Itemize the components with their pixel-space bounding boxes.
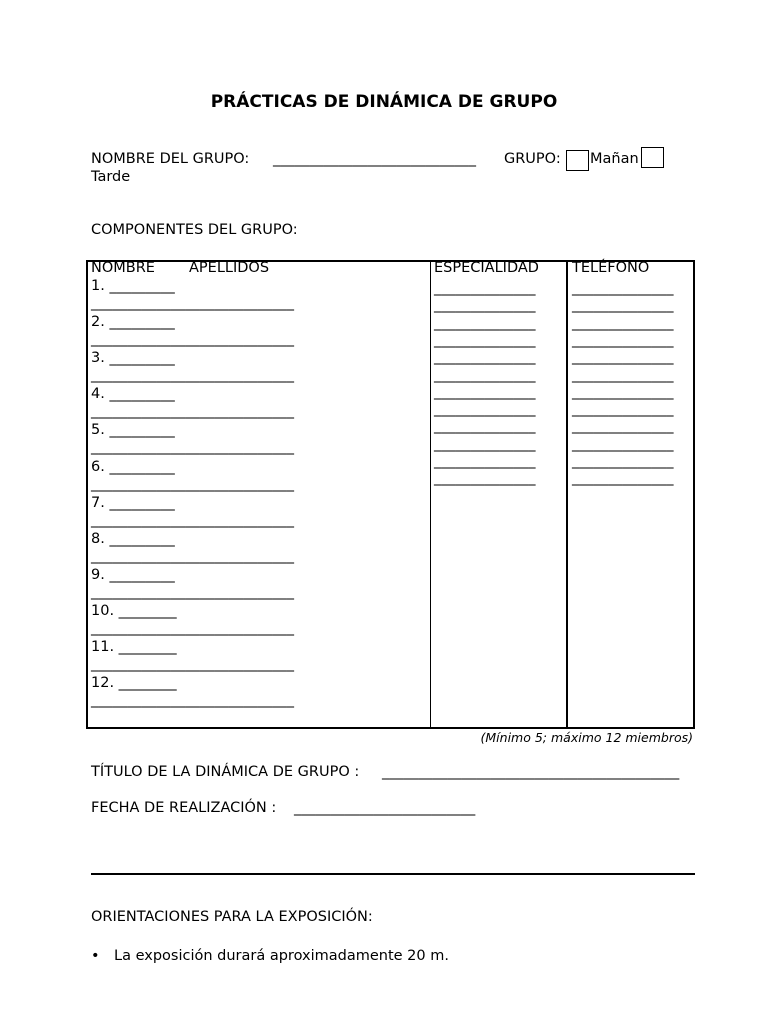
header-telefono: TELÉFONO [572, 260, 650, 276]
orientations-heading: ORIENTACIONES PARA LA EXPOSICIÓN: [91, 909, 373, 925]
header-nombre: NOMBRE [91, 260, 155, 276]
telefono-line[interactable]: ______________ [572, 349, 674, 366]
section-divider [91, 873, 695, 875]
telefono-line[interactable]: ______________ [572, 314, 674, 331]
member-count-note: (Mínimo 5; máximo 12 miembros) [480, 730, 693, 745]
member-surname-line[interactable]: ____________________________ [91, 619, 294, 636]
especialidad-line[interactable]: ______________ [434, 470, 536, 487]
header-especialidad: ESPECIALIDAD [434, 260, 539, 276]
especialidad-line[interactable]: ______________ [434, 331, 536, 348]
telefono-line[interactable]: ______________ [572, 383, 674, 400]
member-number-line[interactable]: 5. _________ [91, 422, 175, 439]
member-number-line[interactable]: 9. _________ [91, 566, 175, 583]
member-surname-line[interactable]: ____________________________ [91, 511, 294, 528]
telefono-line[interactable]: ______________ [572, 297, 674, 314]
member-number-line[interactable]: 8. _________ [91, 530, 175, 547]
member-surname-line[interactable]: ____________________________ [91, 331, 294, 348]
table-divider-especialidad [430, 262, 431, 727]
member-number-line[interactable]: 12. ________ [91, 675, 177, 692]
afternoon-option-label: Tarde [91, 169, 131, 185]
member-surname-line[interactable]: ____________________________ [91, 583, 294, 600]
telefono-line[interactable]: ______________ [572, 418, 674, 435]
bullet-icon: • [91, 948, 100, 964]
dynamic-title-label: TÍTULO DE LA DINÁMICA DE GRUPO : [91, 764, 360, 780]
member-surname-line[interactable]: ____________________________ [91, 367, 294, 384]
grupo-label: GRUPO: [504, 151, 561, 167]
telefono-line[interactable]: ______________ [572, 401, 674, 418]
document-title: PRÁCTICAS DE DINÁMICA DE GRUPO [210, 92, 558, 112]
especialidad-line[interactable]: ______________ [434, 453, 536, 469]
especialidad-line[interactable]: ______________ [434, 401, 536, 418]
dynamic-title-field[interactable]: _________________________________________ [382, 764, 680, 780]
group-name-field[interactable]: ____________________________ [273, 151, 476, 167]
member-surname-line[interactable]: ____________________________ [91, 547, 294, 564]
member-surname-line[interactable]: ____________________________ [91, 692, 294, 709]
member-surname-line[interactable]: ____________________________ [91, 439, 294, 456]
member-number-line[interactable]: 6. _________ [91, 458, 175, 475]
especialidad-line[interactable]: ______________ [434, 349, 536, 366]
telefono-line[interactable]: ______________ [572, 470, 674, 487]
member-number-line[interactable]: 10. ________ [91, 602, 177, 619]
especialidad-line[interactable]: ______________ [434, 383, 536, 400]
telefono-line[interactable]: ______________ [572, 453, 674, 469]
date-field[interactable]: _________________________ [294, 800, 476, 816]
header-apellidos: APELLIDOS [189, 260, 270, 276]
member-number-line[interactable]: 11. ________ [91, 639, 177, 655]
especialidad-line[interactable]: ______________ [434, 435, 536, 452]
member-number-line[interactable]: 1. _________ [91, 278, 175, 294]
especialidad-line[interactable]: ______________ [434, 418, 536, 435]
especialidad-line[interactable]: ______________ [434, 366, 536, 383]
member-surname-line[interactable]: ____________________________ [91, 656, 294, 672]
member-surname-line[interactable]: ____________________________ [91, 295, 294, 311]
member-surname-line[interactable]: ____________________________ [91, 403, 294, 420]
afternoon-checkbox[interactable] [641, 147, 664, 168]
member-number-line[interactable]: 7. _________ [91, 494, 175, 511]
especialidad-line[interactable]: ______________ [434, 280, 536, 296]
telefono-line[interactable]: ______________ [572, 435, 674, 452]
telefono-line[interactable]: ______________ [572, 280, 674, 296]
components-label: COMPONENTES DEL GRUPO: [91, 222, 298, 238]
especialidad-line[interactable]: ______________ [434, 297, 536, 314]
member-number-line[interactable]: 4. _________ [91, 386, 175, 403]
telefono-line[interactable]: ______________ [572, 366, 674, 383]
member-number-line[interactable]: 2. _________ [91, 314, 175, 331]
morning-option-label: Mañan [590, 151, 639, 167]
table-divider-telefono [566, 262, 568, 727]
orientation-item: La exposición durará aproximadamente 20 m. [114, 948, 449, 964]
member-surname-line[interactable]: ____________________________ [91, 475, 294, 492]
telefono-line[interactable]: ______________ [572, 331, 674, 348]
morning-checkbox[interactable] [566, 150, 589, 171]
especialidad-line[interactable]: ______________ [434, 314, 536, 331]
date-label: FECHA DE REALIZACIÓN : [91, 800, 277, 816]
member-number-line[interactable]: 3. _________ [91, 350, 175, 367]
group-name-label: NOMBRE DEL GRUPO: [91, 151, 250, 167]
